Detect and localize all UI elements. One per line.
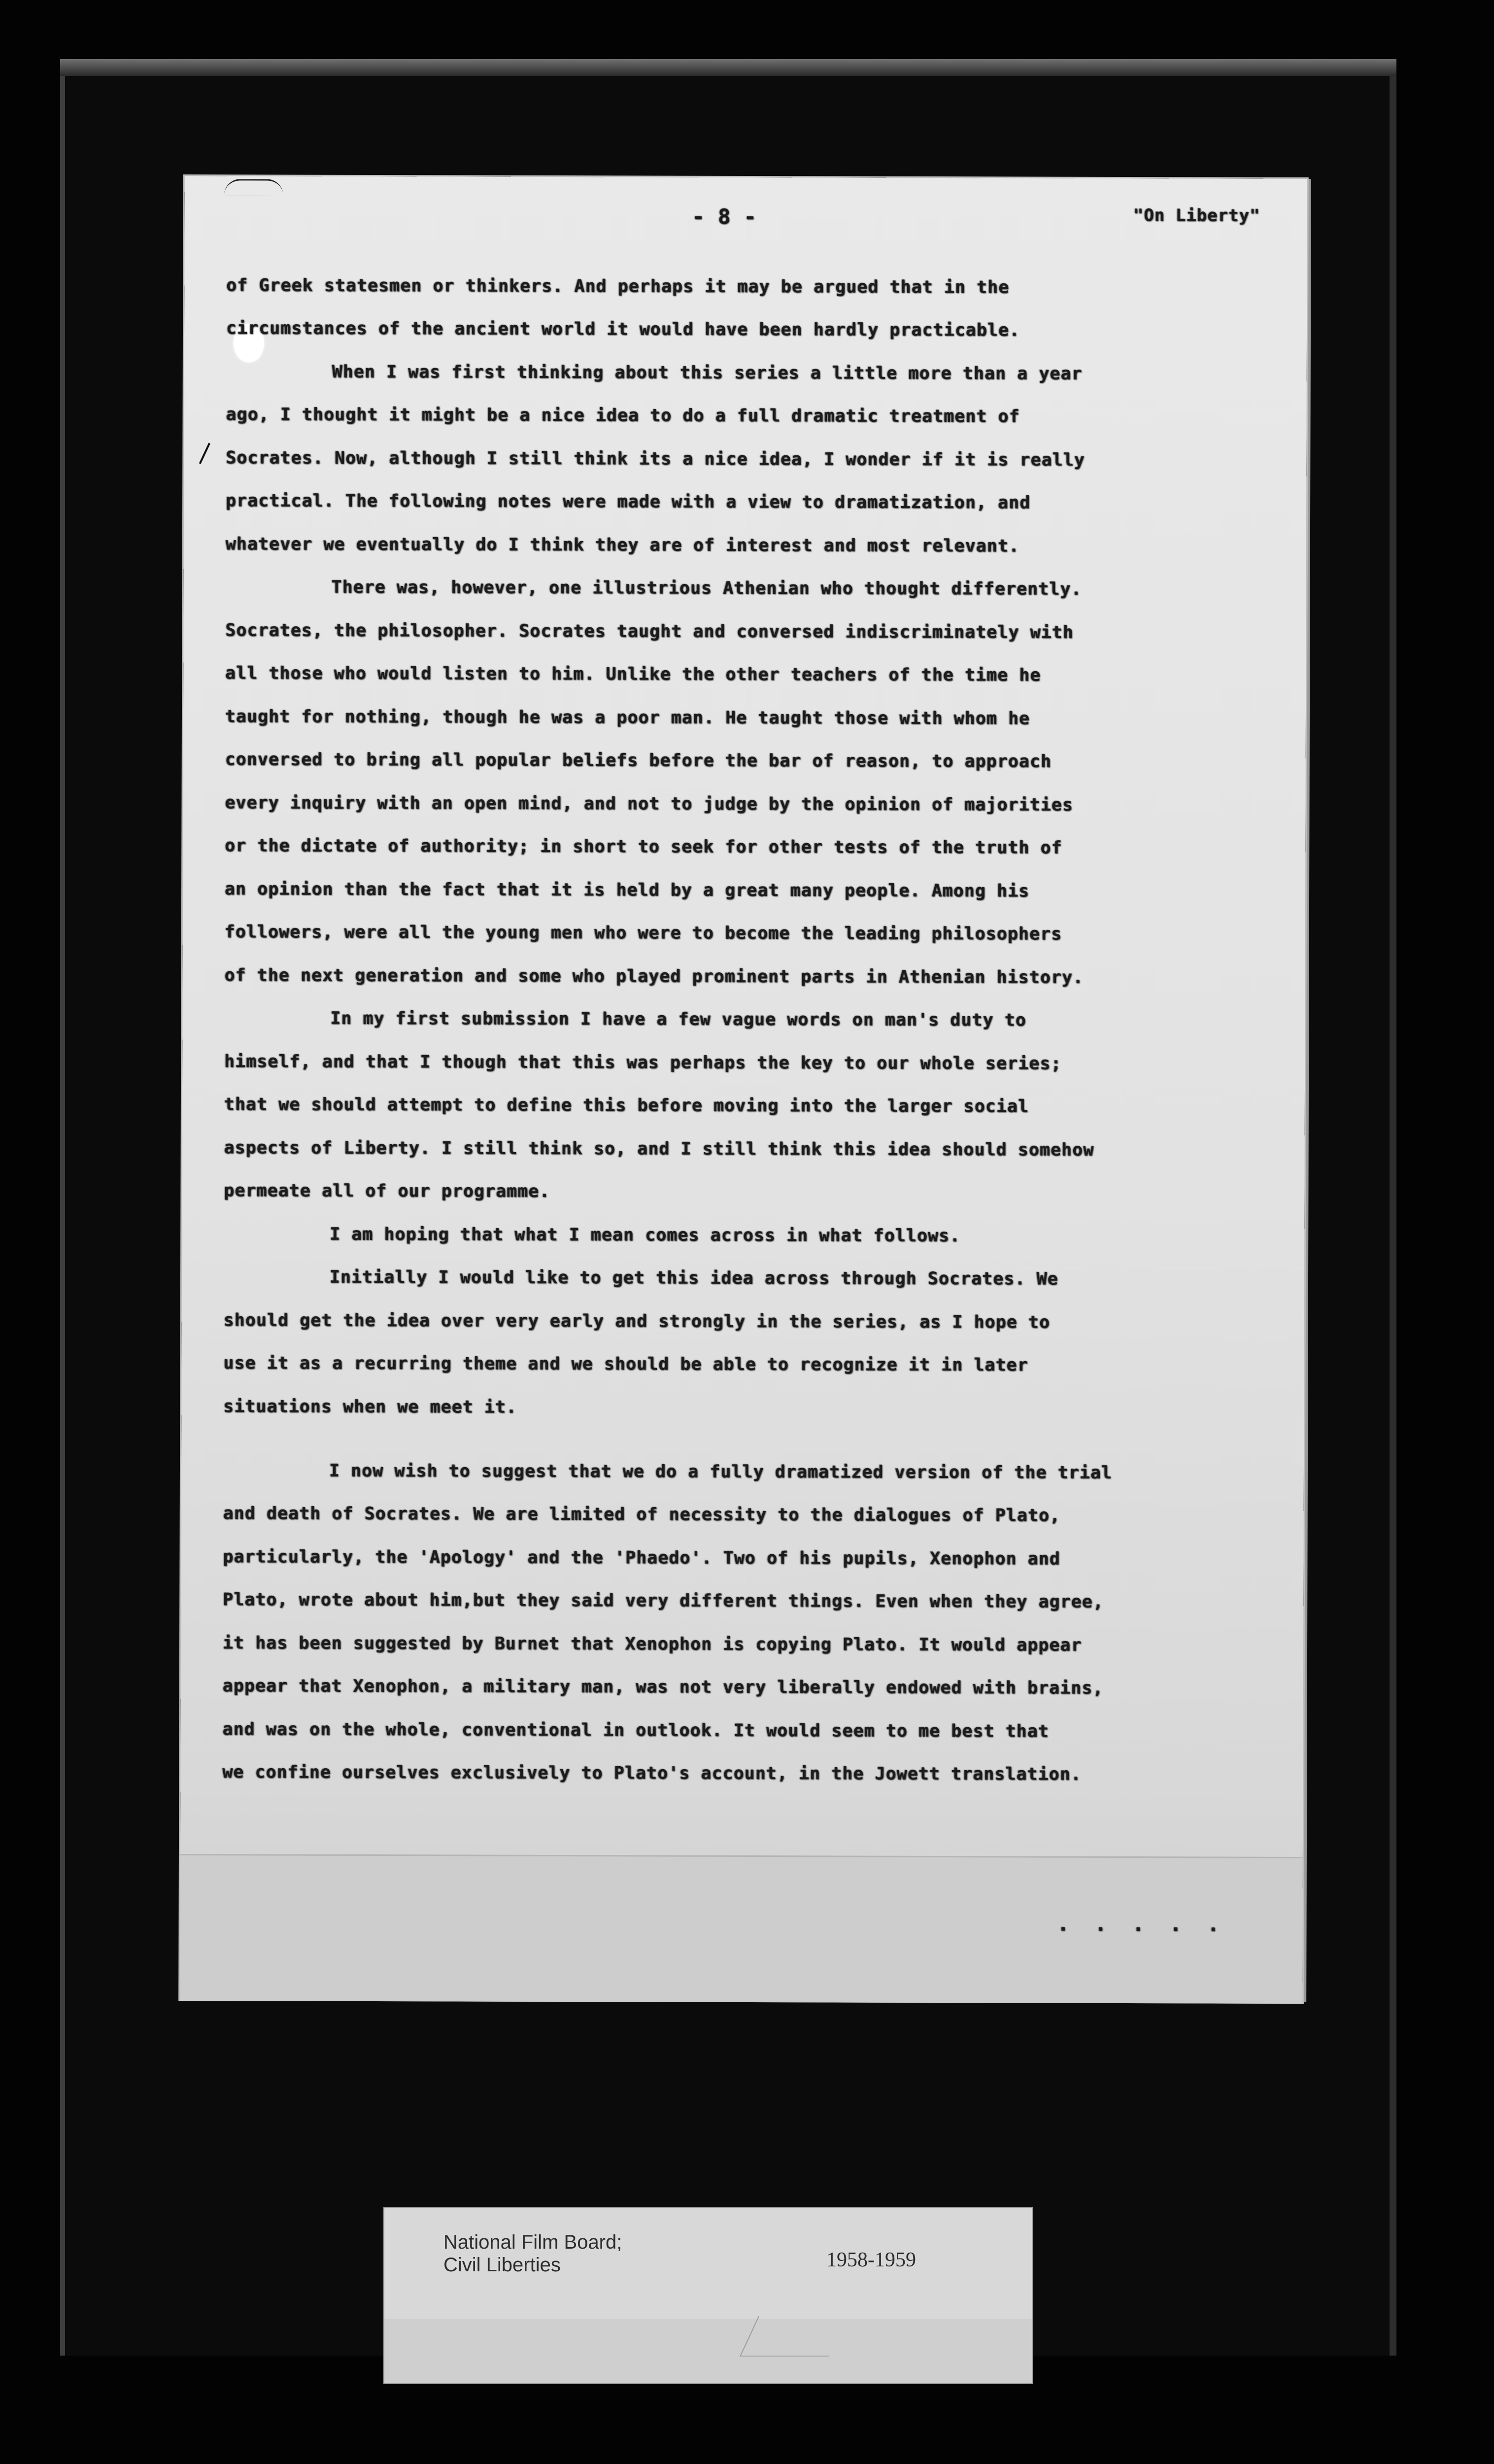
text-line: Socrates, the philosopher. Socrates taught and conversed indiscriminately with	[225, 620, 1074, 643]
text-line: that we should attempt to define this before moving into the larger social	[224, 1095, 1029, 1117]
text-line: conversed to bring all popular beliefs before the bar of reason, to approach	[225, 750, 1052, 772]
text-line: all those who would listen to him. Unlike the other teachers of the time he	[225, 663, 1041, 685]
margin-pen-mark	[199, 443, 210, 464]
text-line: In my first submission I have a few vague words on man's duty to	[330, 1008, 1027, 1030]
text-line: we confine ourselves exclusively to Plato's account, in the Jowett translation.	[222, 1762, 1082, 1784]
text-line: followers, were all the young men who were to become the leading philosophers	[224, 922, 1062, 944]
text-line: Socrates. Now, although I still think its a nice idea, I wonder if it is really	[226, 448, 1086, 470]
text-line: Plato, wrote about him,but they said very different things. Even when they agree,	[223, 1590, 1104, 1612]
text-line: There was, however, one illustrious Athenian who thought differently.	[331, 577, 1082, 599]
text-line: and was on the whole, conventional in outlook. It would seem to me best that	[222, 1719, 1050, 1742]
text-line: of the next generation and some who played prominent parts in Athenian history.	[224, 965, 1084, 988]
archive-label	[383, 2207, 1033, 2384]
text-line: of Greek statesmen or thinkers. And perhaps it may be argued that in the	[226, 275, 1010, 298]
text-line: every inquiry with an open mind, and not to judge by the opinion of majorities	[225, 793, 1074, 815]
text-line: Initially I would like to get this idea across through Socrates. We	[329, 1267, 1058, 1289]
running-head: "On Liberty"	[1133, 205, 1260, 226]
text-line: whatever we eventually do I think they are of interest and most relevant.	[225, 534, 1020, 556]
text-line: When I was first thinking about this series a little more than a year	[332, 362, 1083, 384]
corner-pen-mark	[224, 179, 283, 195]
text-line: situations when we meet it.	[223, 1397, 517, 1417]
text-line: circumstances of the ancient world it would have been hardly practicable.	[226, 318, 1020, 341]
text-line: aspects of Liberty. I still think so, and I still think this idea should somehow	[224, 1138, 1094, 1160]
text-line: an opinion than the fact that it is held by a great many people. Among his	[225, 879, 1030, 901]
text-line: taught for nothing, though he was a poor man. He taught those with whom he	[225, 707, 1030, 729]
label-lower-band	[384, 2319, 1032, 2383]
text-line: or the dictate of authority; in short to seek for other tests of the truth of	[225, 836, 1062, 858]
label-collection: National Film Board;	[443, 2231, 622, 2253]
label-pencil-mark	[740, 2316, 848, 2357]
text-line: and death of Socrates. We are limited of necessity to the dialogues of Plato,	[223, 1504, 1061, 1526]
text-line: I now wish to suggest that we do a fully dramatized version of the trial	[329, 1461, 1113, 1483]
label-subject: Civil Liberties	[443, 2254, 561, 2276]
text-line: use it as a recurring theme and we should be able to recognize it in later	[223, 1353, 1028, 1375]
text-line: I am hoping that what I mean comes across in what follows.	[330, 1224, 961, 1246]
text-line: it has been suggested by Burnet that Xenophon is copying Plato. It would appear	[223, 1633, 1082, 1655]
closing-mark: . . . . .	[1057, 1913, 1226, 1936]
text-line: appear that Xenophon, a military man, was not very liberally endowed with brains,	[222, 1676, 1104, 1698]
text-line: particularly, the 'Apology' and the 'Phaedo'. Two of his pupils, Xenophon and	[223, 1547, 1061, 1569]
page-number: - 8 -	[692, 204, 757, 229]
label-date-range: 1958-1959	[826, 2249, 916, 2271]
text-line: himself, and that I though that this was perhaps the key to our whole series;	[224, 1052, 1062, 1074]
text-line: should get the idea over very early and strongly in the series, as I hope to	[223, 1310, 1051, 1333]
typed-page	[180, 176, 1307, 2002]
text-line: permeate all of our programme.	[224, 1181, 550, 1201]
mount-top-strip	[60, 59, 1396, 76]
text-line: ago, I thought it might be a nice idea to do a full dramatic treatment of	[226, 405, 1020, 427]
text-line: practical. The following notes were made with a view to dramatization, and	[226, 491, 1031, 513]
